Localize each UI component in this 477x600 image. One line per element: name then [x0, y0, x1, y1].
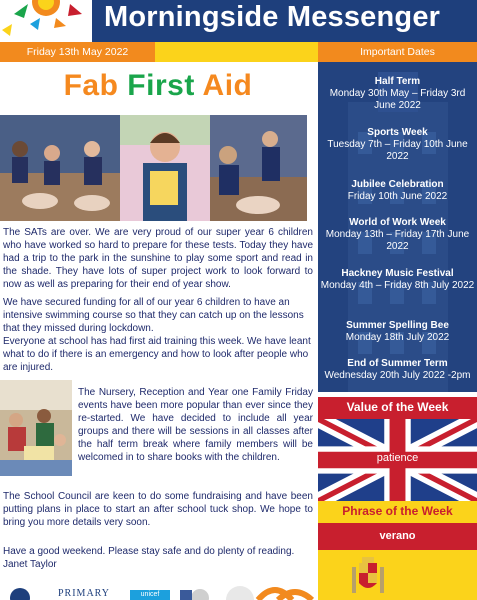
event-jubilee [318, 179, 477, 203]
event-title: Summer Spelling Bee [346, 320, 449, 331]
unicef-logo: unicef [130, 590, 170, 600]
value-of-week: patience [376, 452, 419, 464]
spain-flag-yellow [318, 550, 477, 600]
paragraph-swimming: We have secured funding for all of our year 6 children to have an intensive swimming course so that they can catch up on the lessons that they missed during lockdown. [3, 297, 304, 334]
accent-bar [155, 42, 318, 62]
event-date: Monday 4th – Friday 8th July 2022 [320, 280, 475, 291]
issue-date: Friday 13th May 2022 [26, 46, 129, 58]
first-aid-photo [0, 115, 307, 221]
event-title: Half Term [374, 76, 421, 87]
family-friday-photo [0, 380, 72, 476]
value-of-week-heading: Value of the Week [346, 400, 449, 414]
event-sports-week [318, 127, 477, 163]
headline-word-3: Aid [202, 69, 253, 102]
event-title: End of Summer Term [347, 358, 448, 369]
paragraph-school-council: The School Council are keen to do some fundraising and have been putting plans in place to start an after school tuck shop. We hope to bring you more details very soon. [3, 491, 313, 528]
event-half-term [318, 76, 477, 112]
paragraph-sats: The SATs are over. We are very proud of our super year 6 children who have worked so hard to prepare for these tests. Today they have had a trip to the park in the sunshine to play some sport and read in the shade. They have lots of super project work to look forward to now as well as preparing for their end of year show. [3, 227, 313, 290]
phrase-of-week-heading: Phrase of the Week [342, 504, 453, 518]
paragraph-swimming-first-aid [3, 296, 313, 374]
event-date: Tuesday 7th – Friday 10th June 2022 [327, 139, 468, 162]
article-headline [0, 69, 316, 103]
event-title: Hackney Music Festival [341, 268, 454, 279]
event-date: Monday 13th – Friday 17th June 2022 [325, 229, 470, 252]
event-music-festival [318, 268, 477, 292]
paragraph-family-friday: The Nursery, Reception and Year one Family Friday events have been more popular than ever since they re-started. We have decided to include all year groups and there will be sessions in all classes after the half term break where family members will be welcomed in to share books with the children. [78, 387, 313, 463]
event-end-of-term [318, 358, 477, 382]
sign-off [3, 545, 313, 571]
headline-word-2: First [127, 69, 195, 102]
spain-crest-icon [350, 557, 386, 597]
event-title: Sports Week [367, 127, 428, 138]
sign-off-message: Have a good weekend. Please stay safe and do plenty of reading. [3, 546, 295, 557]
event-title: World of Work Week [349, 217, 446, 228]
school-logo [0, 0, 92, 42]
phrase-of-week: verano [379, 530, 416, 542]
event-date: Monday 18th July 2022 [345, 332, 450, 343]
important-dates-heading: Important Dates [360, 46, 435, 58]
event-title: Jubilee Celebration [351, 179, 444, 190]
event-spelling-bee [318, 320, 477, 344]
event-date: Friday 10th June 2022 [347, 191, 448, 202]
headline-word-1: Fab [63, 69, 119, 102]
paragraph-first-aid: Everyone at school has had first aid training this week. We have leant what to do if there is an emergency and how to look after people who are injured. [3, 336, 311, 373]
newsletter-title: Morningside Messenger [104, 1, 441, 33]
event-world-of-work [318, 217, 477, 253]
primary-logo-text: PRIMARY [58, 588, 111, 599]
event-date: Monday 30th May – Friday 3rd June 2022 [329, 88, 466, 111]
sign-off-name: Janet Taylor [3, 559, 57, 570]
event-date: Wednesday 20th July 2022 -2pm [324, 370, 471, 381]
